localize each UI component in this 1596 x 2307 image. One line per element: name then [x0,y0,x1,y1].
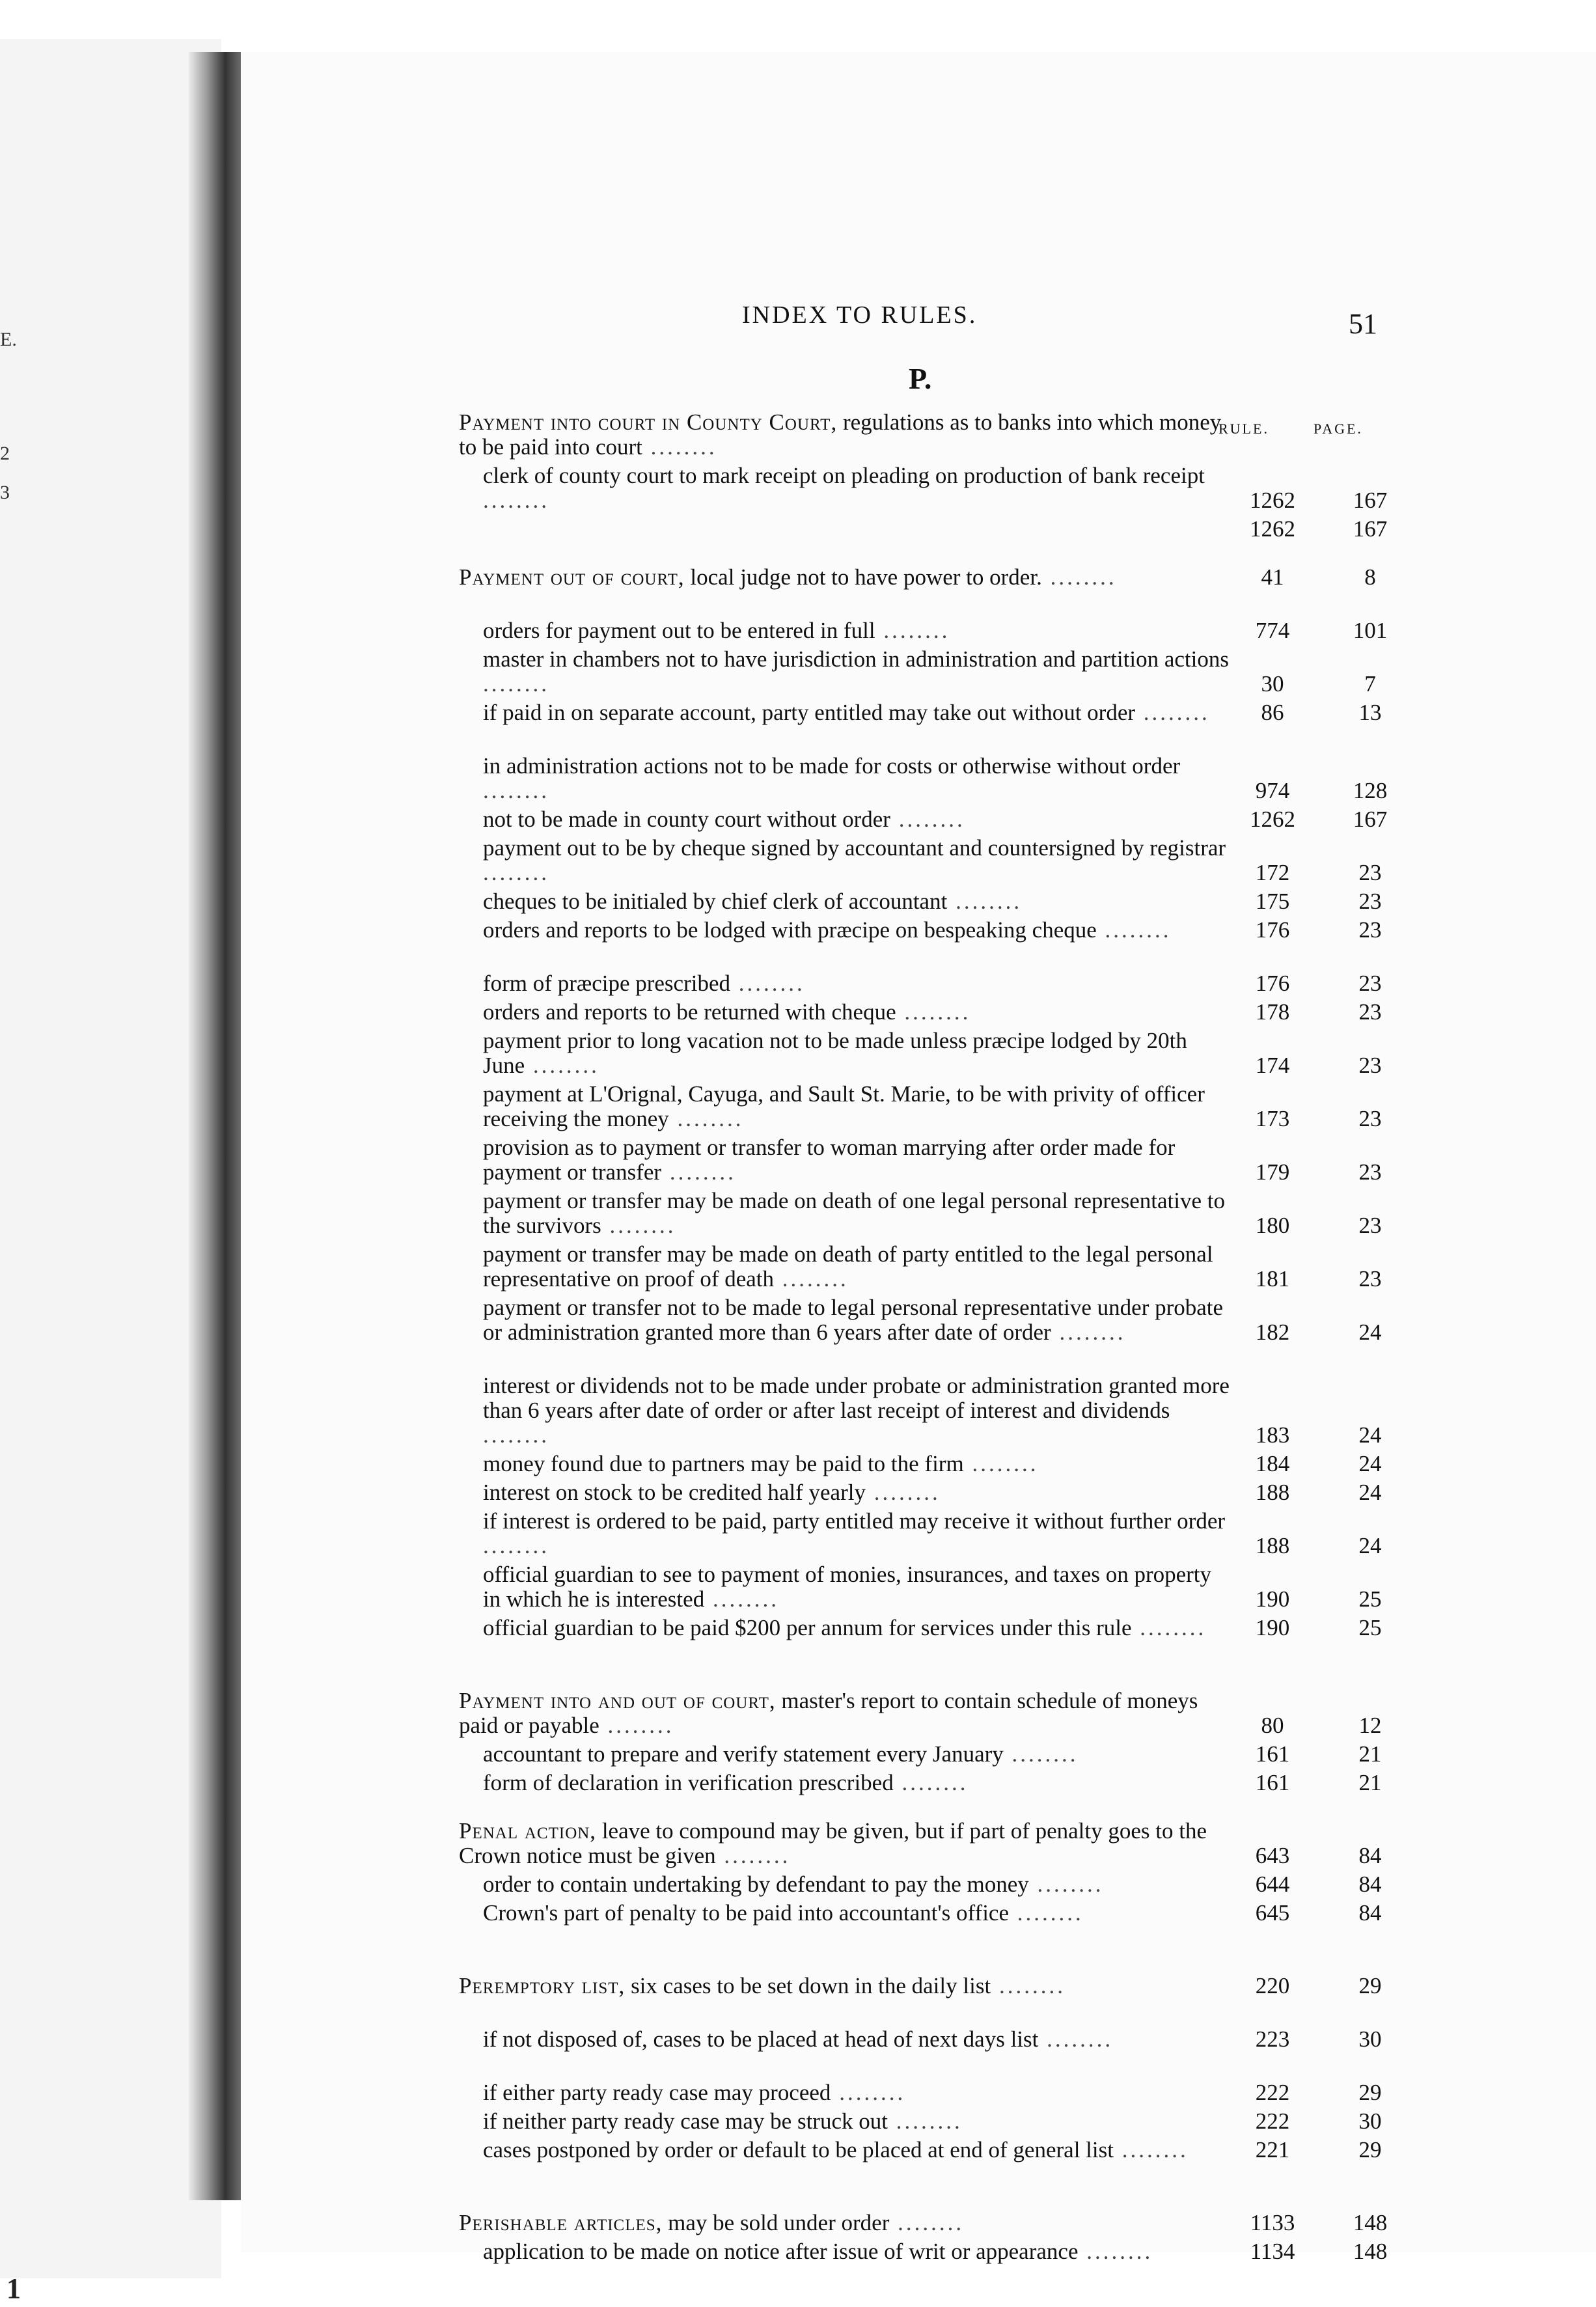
entry-description: interest on stock to be credited half yearly [483,1480,866,1505]
entry-description: may be sold under order [662,2210,890,2235]
entry-description: master's report to contain schedule of moneys paid or payable [459,1688,1198,1738]
leader-dots: ........ [661,1159,736,1185]
entry-description: payment or transfer may be made on death of party entitled to the legal personal representative on proof of death [483,1241,1213,1292]
entry-heading: Payment out of court, [459,564,685,590]
rule-number: 184 [1255,1451,1290,1476]
index-sub-entry [483,807,1399,832]
entry-description: leave to compound may be given, but if part of penalty goes to the Crown notice must be given [459,1818,1207,1868]
leader-dots: ........ [1131,1615,1207,1640]
entry-text [459,410,1230,460]
entry-text [483,1616,1230,1640]
entry-text [483,1452,1230,1476]
index-sub-entry [483,1771,1399,1795]
entry-text [483,1872,1230,1897]
entry-text [483,918,1230,943]
entry-description: Crown's part of penalty to be paid into accountant's office [483,1900,1009,1926]
entry-description: payment out to be by cheque signed by accountant and countersigned by registrar [483,835,1226,861]
entry-text [483,700,1230,725]
entry-text [483,618,1230,643]
rule-number: 974 [1255,778,1290,803]
page-reference: 148 [1353,2239,1388,2264]
entry-text [483,1135,1230,1185]
index-sub-entry [483,1000,1399,1025]
rule-number: 188 [1255,1533,1290,1558]
leader-dots: ........ [1003,1741,1079,1767]
index-heading-entry [459,2211,1399,2235]
rule-number: 176 [1255,917,1290,943]
entry-heading: Peremptory list, [459,1973,626,1998]
page-reference: 84 [1358,1843,1382,1868]
entry-text [483,1742,1230,1767]
index-sub-entry [483,700,1399,725]
leader-dots: ........ [774,1266,849,1292]
page-reference: 29 [1358,1973,1382,1998]
entry-description: if paid in on separate account, party entitled may take out without order [483,700,1136,725]
page-reference: 24 [1358,1319,1382,1345]
page-reference: 23 [1358,971,1382,996]
index-sub-entry [483,2027,1399,2052]
page-reference: 101 [1353,618,1388,643]
index-heading-entry [459,1974,1399,1998]
leader-dots: ........ [483,488,549,513]
rule-number: 182 [1255,1319,1290,1345]
entry-text [483,647,1230,697]
leader-dots: ........ [963,1451,1039,1476]
leader-dots: ........ [601,1213,676,1238]
leader-dots: ........ [715,1843,791,1868]
entry-description: cheques to be initialed by chief clerk of accountant [483,889,948,914]
page-reference: 29 [1358,2080,1382,2105]
entry-description: payment or transfer may be made on death of one legal personal representative to the survivors [483,1188,1225,1238]
page-reference: 84 [1358,1872,1382,1897]
page-reference: 23 [1358,999,1382,1025]
index-sub-entry [483,1480,1399,1505]
bottom-edge-mark: 1 [7,2272,21,2304]
index-heading-entry [459,1819,1399,1868]
index-sub-entry [483,754,1399,803]
page-reference: 23 [1358,1159,1382,1185]
entry-description: payment or transfer not to be made to legal personal representative under probate or administration granted more than 6 years after date of order [483,1295,1224,1345]
rule-number: 1262 [1250,488,1295,513]
rule-number: 172 [1255,860,1290,885]
entry-description: form of præcipe prescribed [483,971,730,996]
entry-text [483,807,1230,832]
entry-heading: Perishable articles, [459,2210,663,2235]
index-sub-entry [483,1374,1399,1448]
leader-dots: ........ [893,1770,969,1795]
entry-description: form of declaration in verification prescribed [483,1770,894,1795]
entry-description: local judge not to have power to order. [684,564,1042,590]
entry-description: order to contain undertaking by defendant to pay the money [483,1872,1029,1897]
entry-text [483,2027,1230,2052]
index-sub-entry [483,1082,1399,1131]
leader-dots: ........ [599,1713,674,1738]
rule-number: 1262 [1250,807,1295,832]
page-reference: 24 [1358,1533,1382,1558]
entry-description: if interest is ordered to be paid, party entitled may receive it without further order [483,1508,1226,1534]
leader-dots: ........ [890,807,965,832]
page-reference: 8 [1364,564,1376,590]
index-sub-entry [483,1029,1399,1078]
index-sub-entry [483,1242,1399,1292]
page-reference: 23 [1358,1053,1382,1078]
entry-description: official guardian to be paid $200 per annum for services under this rule [483,1615,1132,1640]
page-reference: 167 [1353,488,1388,513]
index-sub-entry [483,1742,1399,1767]
leader-dots: ........ [1078,2239,1153,2264]
entry-text [459,2211,1230,2235]
index-sub-entry [483,889,1399,914]
entry-text [483,1082,1230,1131]
page-reference: 23 [1358,1266,1382,1292]
page-column-header: PAGE. [1314,421,1363,437]
page-reference: 23 [1358,917,1382,943]
rule-number: 179 [1255,1159,1290,1185]
entry-description: not to be made in county court without order [483,807,890,832]
index-sub-entry [483,1135,1399,1185]
rule-number: 188 [1255,1480,1290,1505]
entry-description: cases postponed by order or default to be placed at end of general list [483,2137,1114,2162]
page-reference: 25 [1358,1615,1382,1640]
running-head: INDEX TO RULES. [742,301,978,329]
leader-dots: ........ [1113,2137,1189,2162]
entry-description: regulations as to banks into which money to be paid into court [459,409,1222,460]
rule-number: 178 [1255,999,1290,1025]
rule-number: 223 [1255,2026,1290,2052]
entry-description: provision as to payment or transfer to woman marrying after order made for payment or transfer [483,1135,1176,1185]
entry-text [483,2080,1230,2105]
index-entries [0,409,1596,2264]
rule-number: 190 [1255,1615,1290,1640]
page-reference: 13 [1358,700,1382,725]
leader-dots: ........ [831,2080,906,2105]
entry-description: interest or dividends not to be made under probate or administration granted more than 6 years after date of order or after last receipt of interest and dividends [483,1373,1230,1423]
entry-text [483,754,1230,803]
index-sub-entry [483,836,1399,885]
index-heading-entry [459,565,1399,590]
page-reference: 29 [1358,2137,1382,2162]
entry-description: official guardian to see to payment of monies, insurances, and taxes on property in which he is interested [483,1562,1212,1612]
page-reference: 128 [1353,778,1388,803]
index-sub-entry [483,618,1399,643]
rule-number: 173 [1255,1106,1290,1131]
index-sub-entry [483,1562,1399,1612]
rule-number: 86 [1261,700,1284,725]
entry-text [483,1029,1230,1078]
index-sub-entry [483,1616,1399,1640]
index-sub-entry [483,2109,1399,2134]
entry-description: clerk of county court to mark receipt on pleading on production of bank receipt [483,463,1205,488]
rule-number: 161 [1255,1741,1290,1767]
entry-text [483,971,1230,996]
entry-text [483,2138,1230,2162]
index-sub-entry [483,1295,1399,1345]
rule-number: 644 [1255,1872,1290,1897]
page-reference: 23 [1358,1213,1382,1238]
index-sub-entry [483,2138,1399,2162]
index-sub-entry [483,647,1399,697]
leader-dots: ........ [991,1973,1066,1998]
page-reference: 23 [1358,860,1382,885]
rule-number: 220 [1255,1973,1290,1998]
index-heading-entry [459,1689,1399,1738]
entry-description: in administration actions not to be made for costs or otherwise without order [483,753,1181,779]
rule-number: 161 [1255,1770,1290,1795]
leader-dots: ........ [483,860,549,885]
entry-text [483,2239,1230,2264]
entry-text [459,1819,1230,1868]
index-sub-entry [483,517,1399,542]
rule-number: 180 [1255,1213,1290,1238]
entry-heading: Payment into court in County Court, [459,409,838,435]
entry-text [483,1562,1230,1612]
rule-number: 41 [1261,564,1284,590]
entry-text [459,1689,1230,1738]
entry-text [483,1189,1230,1238]
leader-dots: ........ [887,2108,963,2134]
index-sub-entry [483,918,1399,943]
page-reference: 24 [1358,1451,1382,1476]
leader-dots: ........ [1028,1872,1104,1897]
rule-number: 183 [1255,1422,1290,1448]
leader-dots: ........ [875,618,950,643]
entry-description: accountant to prepare and verify statement every January [483,1741,1004,1767]
entry-heading: Payment into and out of court, [459,1688,776,1713]
rule-number: 175 [1255,889,1290,914]
entry-text [483,1295,1230,1345]
leader-dots: ........ [1038,2026,1114,2052]
page-reference: 21 [1358,1741,1382,1767]
rule-column-header: RULE. [1218,421,1269,437]
page-reference: 7 [1364,671,1376,697]
index-heading-entry [459,410,1399,460]
leader-dots: ........ [668,1106,744,1131]
entry-description: money found due to partners may be paid to the firm [483,1451,964,1476]
rule-number: 181 [1255,1266,1290,1292]
index-sub-entry [483,1901,1399,1926]
rule-number: 190 [1255,1586,1290,1612]
entry-text [483,1242,1230,1292]
index-sub-entry [483,463,1399,513]
index-sub-entry [483,2080,1399,2105]
leader-dots: ........ [889,2210,965,2235]
index-sub-entry [483,1452,1399,1476]
entry-text [483,1771,1230,1795]
entry-text [459,565,1230,590]
page-reference: 167 [1353,807,1388,832]
leader-dots: ........ [1096,917,1172,943]
leader-dots: ........ [483,1422,549,1448]
rule-number: 1133 [1250,2210,1295,2235]
entry-description: if neither party ready case may be struck out [483,2108,888,2134]
rule-number: 221 [1255,2137,1290,2162]
page-reference: 30 [1358,2108,1382,2134]
facing-page-mark: E. [0,329,17,350]
rule-number: 1134 [1250,2239,1295,2264]
facing-page-mark: 2 [0,443,10,464]
leader-dots: ........ [483,1533,549,1558]
entry-text [483,1901,1230,1926]
leader-dots: ........ [483,778,549,803]
page-reference: 23 [1358,1106,1382,1131]
page-reference: 25 [1358,1586,1382,1612]
entry-description: payment at L'Orignal, Cayuga, and Sault St. Marie, to be with privity of officer receiving the money [483,1081,1205,1131]
entry-heading: Penal action, [459,1818,597,1844]
section-letter: P. [909,362,932,395]
rule-number: 222 [1255,2080,1290,2105]
leader-dots: ........ [1009,1900,1084,1926]
leader-dots: ........ [865,1480,941,1505]
index-sub-entry [483,971,1399,996]
entry-description: if not disposed of, cases to be placed at head of next days list [483,2026,1039,2052]
entry-description: orders and reports to be lodged with præcipe on bespeaking cheque [483,917,1097,943]
entry-description: if either party ready case may proceed [483,2080,831,2105]
rule-number: 80 [1261,1713,1284,1738]
rule-number: 774 [1255,618,1290,643]
rule-number: 643 [1255,1843,1290,1868]
leader-dots: ........ [704,1586,779,1612]
leader-dots: ........ [730,971,805,996]
entry-text [483,1480,1230,1505]
page-reference: 12 [1358,1713,1382,1738]
rule-number: 30 [1261,671,1284,697]
page-reference: 23 [1358,889,1382,914]
index-sub-entry [483,2239,1399,2264]
leader-dots: ........ [896,999,971,1025]
rule-number: 174 [1255,1053,1290,1078]
page-reference: 148 [1353,2210,1388,2235]
page-number: 51 [1349,308,1377,340]
entry-description: orders and reports to be returned with cheque [483,999,896,1025]
page-reference: 167 [1353,516,1388,542]
rule-number: 222 [1255,2108,1290,2134]
page-reference: 30 [1358,2026,1382,2052]
leader-dots: ........ [1041,564,1117,590]
leader-dots: ........ [1135,700,1210,725]
leader-dots: ........ [483,671,549,697]
entry-text [483,463,1230,513]
facing-page-mark: 3 [0,482,10,503]
page-reference: 24 [1358,1480,1382,1505]
page-reference: 84 [1358,1900,1382,1926]
entry-description: application to be made on notice after issue of writ or appearance [483,2239,1079,2264]
index-sub-entry [483,1189,1399,1238]
rule-number: 176 [1255,971,1290,996]
page-reference: 21 [1358,1770,1382,1795]
entry-text [483,1000,1230,1025]
rule-number: 645 [1255,1900,1290,1926]
entry-text [483,889,1230,914]
page-reference: 24 [1358,1422,1382,1448]
entry-description: orders for payment out to be entered in full [483,618,875,643]
index-sub-entry [483,1509,1399,1558]
entry-text [483,1374,1230,1448]
entry-text [483,2109,1230,2134]
entry-description: master in chambers not to have jurisdiction in administration and partition actions [483,646,1229,672]
entry-text [459,1974,1230,1998]
leader-dots: ........ [1051,1319,1126,1345]
entry-text [483,836,1230,885]
leader-dots: ........ [525,1053,599,1078]
entry-description: six cases to be set down in the daily list [625,1973,991,1998]
leader-dots: ........ [947,889,1023,914]
index-sub-entry [483,1872,1399,1897]
entry-text [483,1509,1230,1558]
rule-number: 1262 [1250,516,1295,542]
entry-description: payment prior to long vacation not to be made unless præcipe lodged by 20th June [483,1028,1187,1078]
leader-dots: ........ [642,434,717,460]
